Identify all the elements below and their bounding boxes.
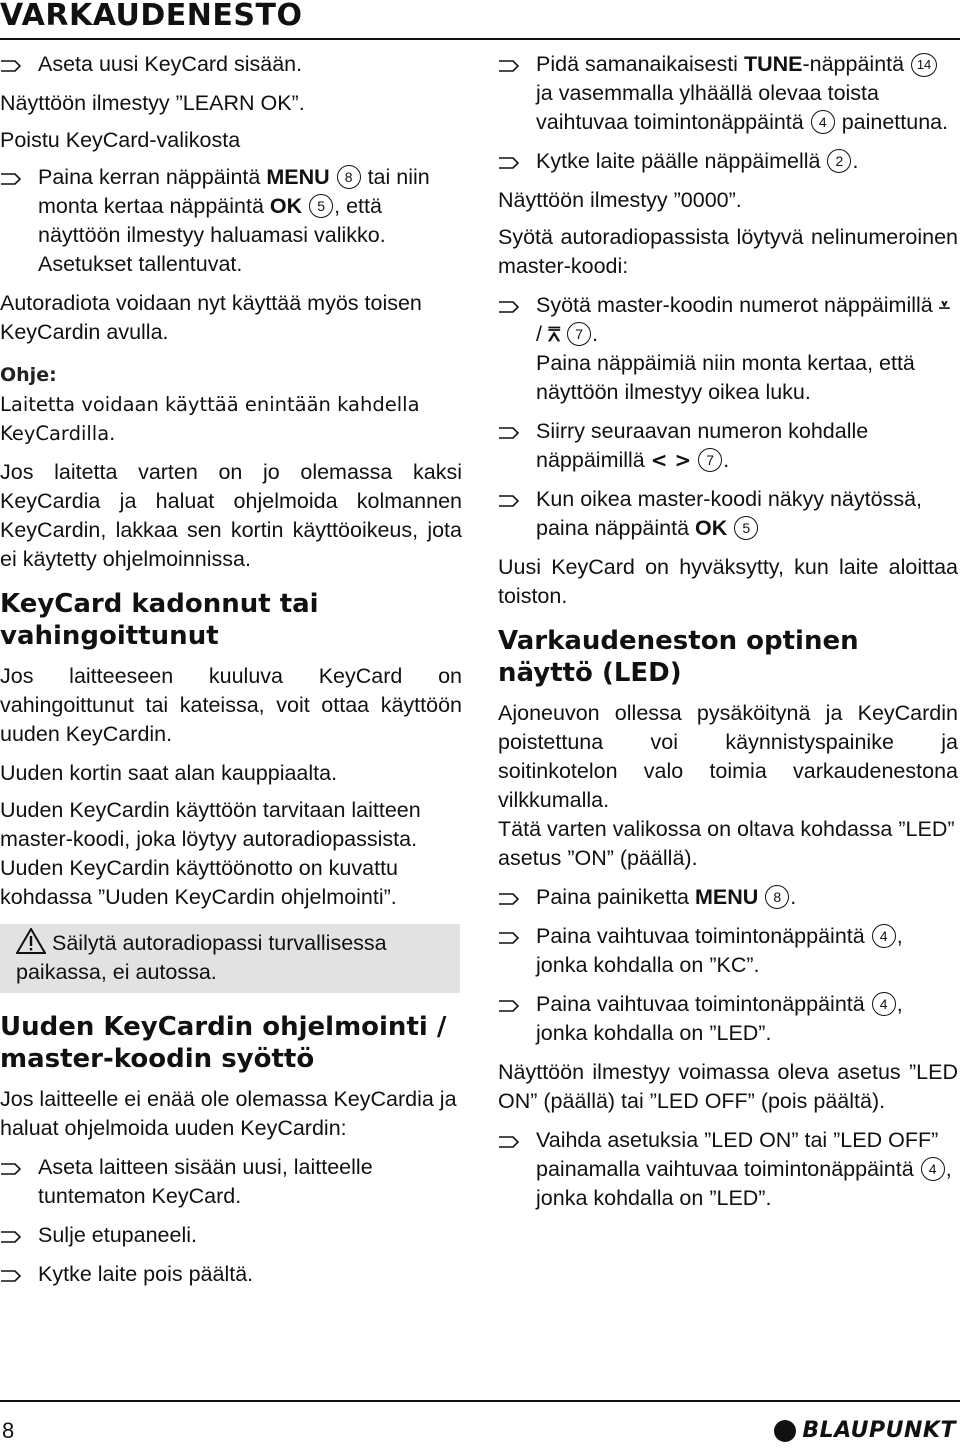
step-text: , jonka kohdalla on ”KC”. bbox=[536, 924, 903, 977]
key-number-badge: 8 bbox=[337, 165, 361, 189]
section-heading-programming: Uuden KeyCardin ohjelmointi / master-koodin syöttö bbox=[0, 1012, 447, 1074]
key-number-badge: 8 bbox=[765, 885, 789, 909]
key-number-badge: 14 bbox=[911, 53, 937, 77]
down-key-symbol: ⩡ bbox=[938, 293, 951, 317]
header-rule bbox=[0, 38, 960, 40]
paragraph: Tätä varten valikossa on oltava kohdassa ”LED” asetus ”ON” (päällä). bbox=[498, 817, 955, 870]
page-title: VARKAUDENESTO bbox=[0, 0, 303, 33]
step-text: . bbox=[852, 149, 859, 173]
step-insert-keycard bbox=[0, 50, 462, 79]
arrow-icon bbox=[498, 301, 520, 313]
page-number: 8 bbox=[2, 1418, 15, 1443]
right-column bbox=[498, 50, 958, 1223]
step-text: Paina vaihtuvaa toimintonäppäintä bbox=[536, 992, 871, 1016]
menu-key-label: MENU bbox=[266, 165, 330, 189]
step-text: . bbox=[790, 885, 797, 909]
step-text: tai niin monta kertaa näppäintä bbox=[38, 165, 430, 218]
arrow-icon bbox=[498, 157, 520, 169]
step-text: Aseta uusi KeyCard sisään. bbox=[38, 52, 303, 76]
arrow-icon bbox=[498, 893, 520, 905]
paragraph: Poistu KeyCard-valikosta bbox=[0, 128, 241, 152]
left-column bbox=[0, 50, 462, 1299]
step-toggle-led bbox=[498, 1126, 958, 1213]
step-insert-new-keycard bbox=[0, 1153, 462, 1211]
arrow-icon bbox=[0, 60, 22, 72]
arrow-icon bbox=[498, 1000, 520, 1012]
step-text: Paina painiketta bbox=[536, 885, 695, 909]
step-press-menu bbox=[0, 163, 462, 279]
brand-logo bbox=[774, 1418, 956, 1443]
paragraph: Jos laitetta varten on jo olemassa kaksi KeyCardia ja haluat ohjelmoida kolmannen KeyCardin, lakkaa sen kortin käyttöoikeus, jota ei käytetty ohjelmoinnissa. bbox=[0, 460, 462, 571]
ok-key-label: OK bbox=[695, 516, 728, 540]
paragraph: Jos laitteelle ei enää ole olemassa KeyCardia ja haluat ohjelmoida uuden KeyCardin: bbox=[0, 1087, 457, 1140]
step-text: Kytke laite pois päältä. bbox=[38, 1262, 254, 1286]
step-text: Kytke laite päälle näppäimellä bbox=[536, 149, 827, 173]
paragraph: Näyttöön ilmestyy ”0000”. bbox=[498, 188, 742, 212]
key-number-badge: 4 bbox=[811, 110, 835, 134]
step-text: Aseta laitteen sisään uusi, laitteelle tuntematon KeyCard. bbox=[38, 1155, 373, 1208]
step-press-kc bbox=[498, 922, 958, 980]
step-next-digit bbox=[498, 417, 958, 475]
step-text: painettuna. bbox=[835, 110, 949, 134]
arrow-icon bbox=[498, 1136, 520, 1148]
key-number-badge: 4 bbox=[921, 1157, 945, 1181]
step-power-off bbox=[0, 1260, 462, 1289]
step-text: Sulje etupaneeli. bbox=[38, 1223, 197, 1247]
paragraph: Syötä autoradiopassista löytyvä nelinumeroinen master-koodi: bbox=[498, 225, 958, 278]
key-number-badge: 4 bbox=[872, 924, 896, 948]
note-block bbox=[0, 361, 462, 448]
step-text: , jonka kohdalla on ”LED”. bbox=[536, 1157, 952, 1210]
left-right-key-symbol: < > bbox=[650, 448, 692, 472]
warning-box bbox=[0, 924, 460, 993]
paragraph: Näyttöön ilmestyy ”LEARN OK”. bbox=[0, 91, 305, 115]
arrow-icon bbox=[0, 1163, 22, 1175]
key-number-badge: 7 bbox=[567, 322, 591, 346]
brand-name: BLAUPUNKT bbox=[802, 1418, 956, 1443]
step-press-menu bbox=[498, 883, 958, 912]
step-text: Siirry seuraavan numeron kohdalle näppäimillä bbox=[536, 419, 869, 472]
step-text: Vaihda asetuksia ”LED ON” tai ”LED OFF” painamalla vaihtuvaa toimintonäppäintä bbox=[536, 1128, 939, 1181]
step-close-panel bbox=[0, 1221, 462, 1250]
note-label: Ohje: bbox=[0, 364, 57, 386]
tune-key-label: TUNE bbox=[743, 52, 803, 76]
step-text: ja vasemmalla ylhäällä olevaa toista vaihtuvaa toimintonäppäintä bbox=[536, 81, 879, 134]
step-text: Paina vaihtuvaa toimintonäppäintä bbox=[536, 924, 871, 948]
arrow-icon bbox=[0, 1270, 22, 1282]
paragraph: Uusi KeyCard on hyväksytty, kun laite aloittaa toiston. bbox=[498, 555, 958, 608]
note-text: Laitetta voidaan käyttää enintään kahdella KeyCardilla. bbox=[0, 393, 420, 445]
step-text: . bbox=[592, 322, 599, 346]
warning-icon bbox=[16, 928, 46, 954]
step-power-on bbox=[498, 147, 958, 176]
step-text: , että näyttöön ilmestyy haluamasi valikko. Asetukset tallentuvat. bbox=[38, 194, 386, 276]
section-heading-led: Varkaudeneston optinen näyttö (LED) bbox=[498, 626, 859, 688]
step-hold-tune bbox=[498, 50, 958, 137]
arrow-icon bbox=[498, 932, 520, 944]
key-number-badge: 2 bbox=[827, 149, 851, 173]
step-text: -näppäintä bbox=[802, 52, 911, 76]
arrow-icon bbox=[0, 1231, 22, 1243]
step-confirm-code bbox=[498, 485, 958, 543]
arrow-icon bbox=[0, 173, 22, 185]
arrow-icon bbox=[498, 60, 520, 72]
step-text: Pidä samanaikaisesti bbox=[536, 52, 744, 76]
brand-dot-icon bbox=[774, 1420, 796, 1442]
paragraph: Näyttöön ilmestyy voimassa oleva asetus ”LED ON” (päällä) tai ”LED OFF” (pois päältä). bbox=[498, 1060, 958, 1113]
step-text: Syötä master-koodin numerot näppäimillä bbox=[536, 293, 939, 317]
ok-key-label: OK bbox=[269, 194, 303, 218]
arrow-icon bbox=[498, 427, 520, 439]
warning-text: Säilytä autoradiopassi turvallisessa paikassa, ei autossa. bbox=[16, 931, 387, 984]
paragraph: Jos laitteeseen kuuluva KeyCard on vahingoittunut tai kateissa, voit ottaa käyttöön uuden KeyCardin. bbox=[0, 664, 462, 746]
menu-key-label: MENU bbox=[694, 885, 759, 909]
step-text: Paina näppäimiä niin monta kertaa, että näyttöön ilmestyy oikea luku. bbox=[536, 351, 915, 404]
paragraph: Uuden KeyCardin käyttöön tarvitaan laitteen master-koodi, joka löytyy autoradiopassista. Uuden KeyCardin käyttöönotto on kuvattu kohdassa ”Uuden KeyCardin ohjelmointi”. bbox=[0, 798, 421, 909]
paragraph: Ajoneuvon ollessa pysäköitynä ja KeyCardin poistettuna voi käynnistyspainike ja soitinkotelon valo toimia varkaudenestona vilkkumalla. bbox=[498, 701, 958, 812]
separator: / bbox=[536, 322, 548, 346]
key-number-badge: 4 bbox=[872, 992, 896, 1016]
step-text: Kun oikea master-koodi näkyy näytössä, paina näppäintä bbox=[536, 487, 923, 540]
step-press-led bbox=[498, 990, 958, 1048]
step-text: . bbox=[723, 448, 730, 472]
paragraph: Autoradiota voidaan nyt käyttää myös toisen KeyCardin avulla. bbox=[0, 291, 422, 344]
arrow-icon bbox=[498, 495, 520, 507]
up-key-symbol: ⩞ bbox=[547, 322, 561, 346]
key-number-badge: 5 bbox=[309, 194, 333, 218]
step-enter-digits bbox=[498, 291, 958, 407]
key-number-badge: 5 bbox=[734, 516, 758, 540]
section-heading-lost: KeyCard kadonnut tai vahingoittunut bbox=[0, 589, 319, 651]
footer-rule bbox=[0, 1400, 960, 1402]
key-number-badge: 7 bbox=[698, 448, 722, 472]
paragraph: Uuden kortin saat alan kauppiaalta. bbox=[0, 761, 338, 785]
step-text: Paina kerran näppäintä bbox=[38, 165, 267, 189]
step-text: , jonka kohdalla on ”LED”. bbox=[536, 992, 903, 1045]
